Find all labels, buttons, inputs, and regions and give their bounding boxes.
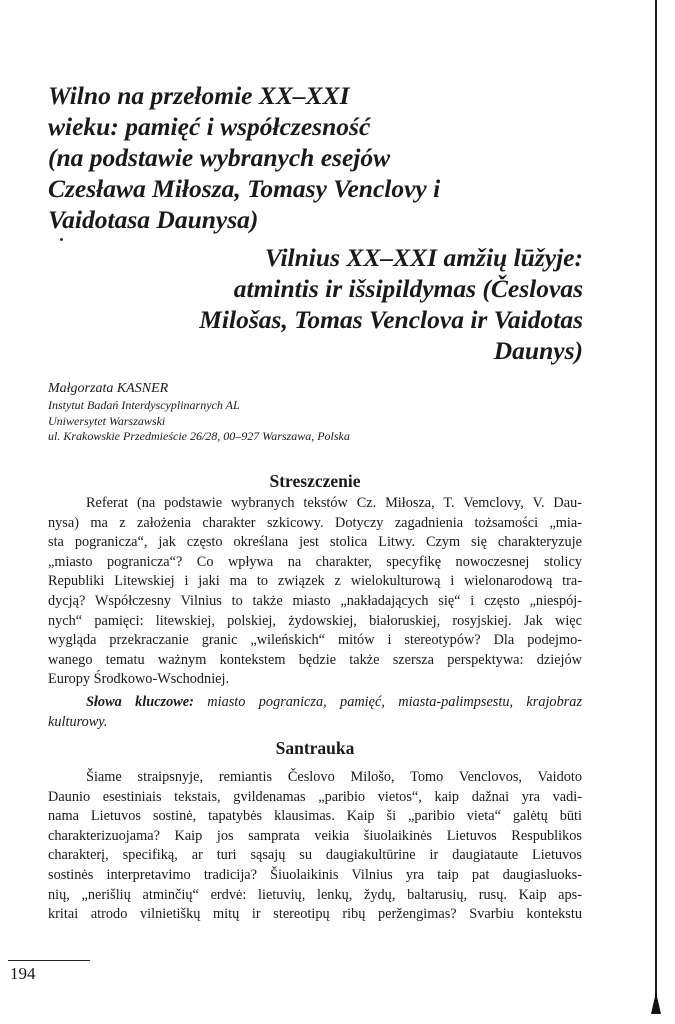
page-number: 194: [10, 964, 36, 983]
author-affiliation-line: Instytut Badań Interdyscyplinarnych AL: [48, 398, 240, 412]
streszczenie-heading: Streszczenie: [269, 471, 361, 491]
abstract-line: nych“ pamięci: litewskiej, polskiej, żydowskiej, białoruskiej, rosyjskiej. Jak więc: [48, 612, 582, 629]
keywords-line: [48, 693, 582, 713]
title-polish-line: Czesława Miłosza, Tomasy Venclovy i: [48, 174, 441, 203]
footer-rule: [8, 960, 90, 961]
keywords-text: miasto pogranicza, pamięć, miasta-palimpsestu, krajobraz: [207, 694, 583, 710]
keywords-line: kulturowy.: [48, 713, 108, 730]
abstract-line: Europy Środkowo-Wschodniej.: [48, 671, 230, 688]
author-affiliation-line: ul. Krakowskie Przedmieście 26/28, 00–927 Warszawa, Polska: [48, 429, 350, 443]
abstract-lithuanian: [48, 768, 582, 925]
abstract-line: sta pogranicza“, jak często określana jest stolica Litwy. Czym się charakteryzuje: [48, 534, 582, 551]
author-affiliation-line: Uniwersytet Warszawski: [48, 413, 166, 428]
abstract-line: nama Lietuvos sostinė, tapatybės klausimas. Kaip ši „paribio vieta“ galėtų būti: [48, 808, 582, 825]
abstract-line: Daunio esestiniais tekstais, gvildenamas „paribio vietos“, kaip dažnai yra vadi-: [48, 788, 582, 805]
abstract-line: „miasto pogranicza“? Co wpływa na charakter, specyfikę nowoczesnej stolicy: [48, 553, 582, 570]
title-lithuanian-line: Vilnius XX–XXI amžių lūžyje:: [264, 243, 583, 272]
abstract-line: nysa) ma z założenia charakter szkicowy. Dotyczy zagadnienia tożsamości „mia-: [48, 514, 582, 531]
title-lithuanian-line: Milošas, Tomas Venclova ir Vaidotas: [199, 305, 583, 334]
abstract-line: kritai atrodo vilnietiškų mitų ir stereotipų ribų peržengimas? Svarbiu kontekstu: [48, 906, 582, 923]
title-polish-line: Vaidotasa Daunysa): [48, 205, 259, 234]
title-polish-line: (na podstawie wybranych esejów: [48, 143, 391, 172]
abstract-line: wygląda przekraczanie granic „wileńskich“ mitów i stereotypów? Dla podejmo-: [48, 632, 582, 649]
title-polish-line: Wilno na przełomie XX–XXI: [48, 81, 350, 110]
page-edge-mark: [651, 992, 661, 1014]
title-polish-line: wieku: pamięć i współczesność: [48, 112, 371, 141]
abstract-line: wanego tematu ważnym kontekstem będzie także szersza perspektywa: dziejów: [48, 651, 582, 668]
abstract-line: charakterį, specifiką, ar turi sąsajų su daugiakultūrine ir daugiataute Lietuvos: [48, 847, 582, 864]
keywords-label: Słowa kluczowe:: [86, 694, 194, 710]
title-lithuanian-line: atmintis ir išsipildymas (Česlovas: [233, 274, 583, 303]
author-name: Małgorzata KASNER: [48, 381, 169, 396]
santrauka-heading: Santrauka: [275, 738, 355, 758]
page-edge-line: [655, 0, 657, 998]
abstract-line: nių, „nerišlių atminčių“ erdvė: lietuvių, lenkų, žydų, baltarusių, rusų. Kaip aps-: [48, 886, 582, 903]
author-block: [48, 380, 350, 445]
title-lithuanian: [183, 242, 583, 366]
title-polish: [48, 80, 468, 235]
abstract-line: dycją? Współczesny Vilnius to także miasto „nakładających się“ i często „niespój-: [48, 592, 582, 609]
abstract-line: sostinės interpretavimo tradicija? Šiuolaikinis Vilnius yra taip pat daugiasluoks-: [48, 866, 582, 883]
abstract-line: Referat (na podstawie wybranych tekstów Cz. Miłosza, T. Vemclovy, V. Dau-: [86, 495, 582, 511]
title-lithuanian-line: Daunys): [493, 336, 583, 365]
abstract-line: Republiki Litewskiej i jaki ma to związek z wielokulturową i wielonarodową tra-: [48, 573, 582, 590]
abstract-polish: [48, 494, 582, 690]
abstract-line: Šiame straipsnyje, remiantis Česlovo Milošo, Tomo Venclovos, Vaidoto: [86, 769, 582, 785]
keywords: [48, 693, 582, 732]
stray-mark: [60, 238, 63, 241]
abstract-line: charakterizuojama? Kaip jos samprata veikia šiuolaikinės Lietuvos Respublikos: [48, 827, 582, 844]
